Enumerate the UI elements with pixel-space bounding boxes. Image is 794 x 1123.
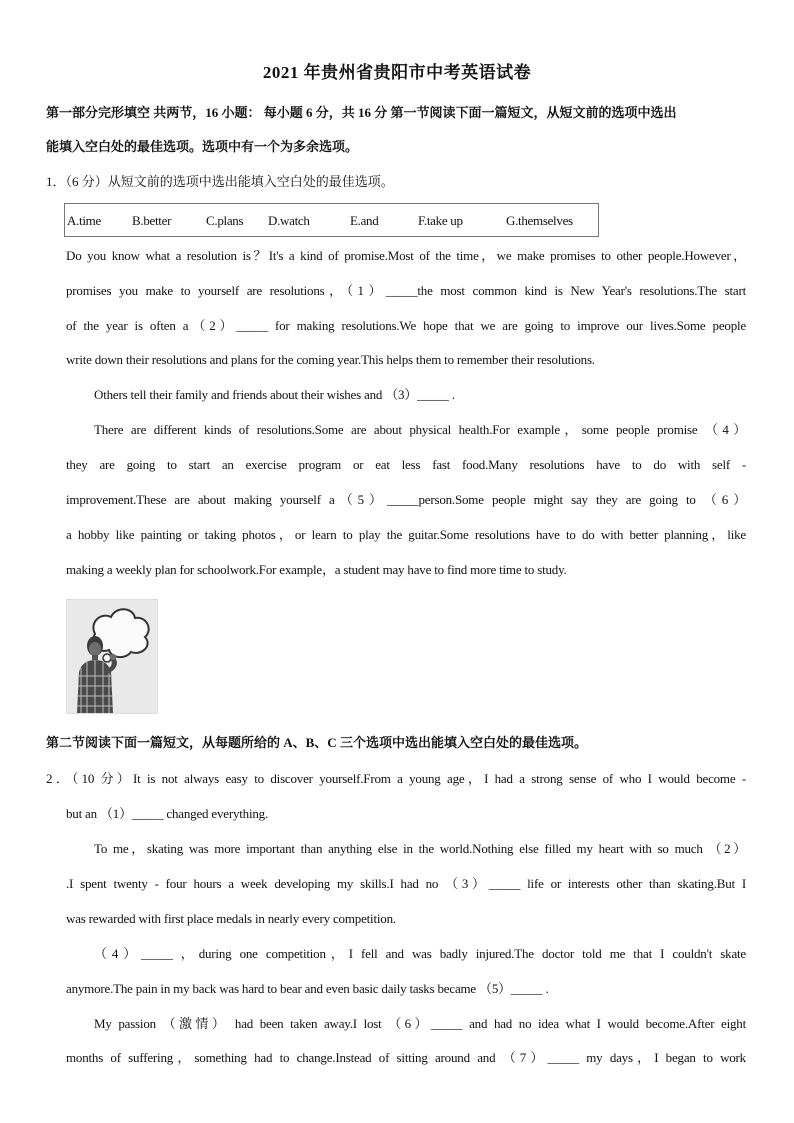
option-b: B.better (132, 213, 172, 228)
passage1-line: they are going to start an exercise program or eat less fast food.Many resolutions have to do with self - (66, 457, 746, 472)
passage1-line: promises you make to yourself are resolutions，（1）_____the most common kind is New Year's resolutions.The start (66, 283, 746, 298)
passage1-line: Others tell their family and friends about their wishes and （3）_____ . (94, 387, 455, 402)
part1-header-line2: 能填入空白处的最佳选项。选项中有一个为多余选项。 (46, 139, 359, 154)
passage1-line: write down their resolutions and plans for the coming year.This helps them to remember their resolutions. (66, 352, 595, 367)
passage1-line: of the year is often a（2）_____ for making resolutions.We hope that we are going to improve our lives.Some people (66, 318, 746, 333)
passage2-line: months of suffering，something had to change.Instead of sitting around and （7）_____ my days，I began to work (66, 1050, 746, 1065)
passage2-line: To me，skating was more important than anything else in the world.Nothing else filled my heart with so much （2） (94, 841, 746, 856)
option-f: F.take up (418, 213, 463, 228)
passage2-line: 2．（10 分）It is not always easy to discover yourself.From a young age，I had a strong sense of who I would become - (46, 771, 746, 786)
option-d: D.watch (268, 213, 310, 228)
options-box (64, 203, 599, 237)
passage1-line: making a weekly plan for schoolwork.For example，a student may have to find more time to study. (66, 562, 567, 577)
passage2-line: （4）_____ ，during one competition，I fell and was badly injured.The doctor told me that I couldn't skate (94, 946, 746, 961)
part1-header-line1: 第一部分完形填空 共两节，16 小题： 每小题 6 分，共 16 分 第一节阅读下面一篇短文，从短文前的选项中选出 (46, 105, 677, 120)
option-a: A.time (67, 213, 101, 228)
exam-title: 2021 年贵州省贵阳市中考英语试卷 (262, 63, 532, 82)
option-e: E.and (350, 213, 379, 228)
passage1-line: There are different kinds of resolutions.Some are about physical health.For example，some people promise （4） (94, 422, 746, 437)
passage2-line: anymore.The pain in my back was hard to bear and even basic daily tasks became （5）_____ . (66, 981, 549, 996)
passage2-line: .I spent twenty - four hours a week developing my skills.I had no （3）_____ life or interests other than skating.But I (66, 876, 746, 891)
passage2-line: but an （1）_____ changed everything. (66, 806, 269, 821)
man-thinking-photo (66, 599, 158, 714)
question-1-prompt: 1．（6 分）从短文前的选项中选出能填入空白处的最佳选项。 (46, 174, 394, 189)
option-c: C.plans (206, 213, 244, 228)
passage1-line: Do you know what a resolution is？It's a kind of promise.Most of the time，we make promises to other people.However， (66, 248, 746, 263)
passage2-line: My passion （激情） had been taken away.I lost （6）_____ and had no idea what I would become.After eight (94, 1016, 746, 1031)
passage1-line: a hobby like painting or taking photos，or learn to play the guitar.Some resolutions have to do with better planning，like (66, 527, 746, 542)
passage2-line: was rewarded with first place medals in nearly every competition. (66, 911, 396, 926)
part2-header: 第二节阅读下面一篇短文，从每题所给的 A、B、C 三个选项中选出能填入空白处的最佳选项。 (46, 735, 587, 750)
option-g: G.themselves (506, 213, 573, 228)
passage1-line: improvement.These are about making yourself a（5）_____person.Some people might say they are going to （6） (66, 492, 746, 507)
